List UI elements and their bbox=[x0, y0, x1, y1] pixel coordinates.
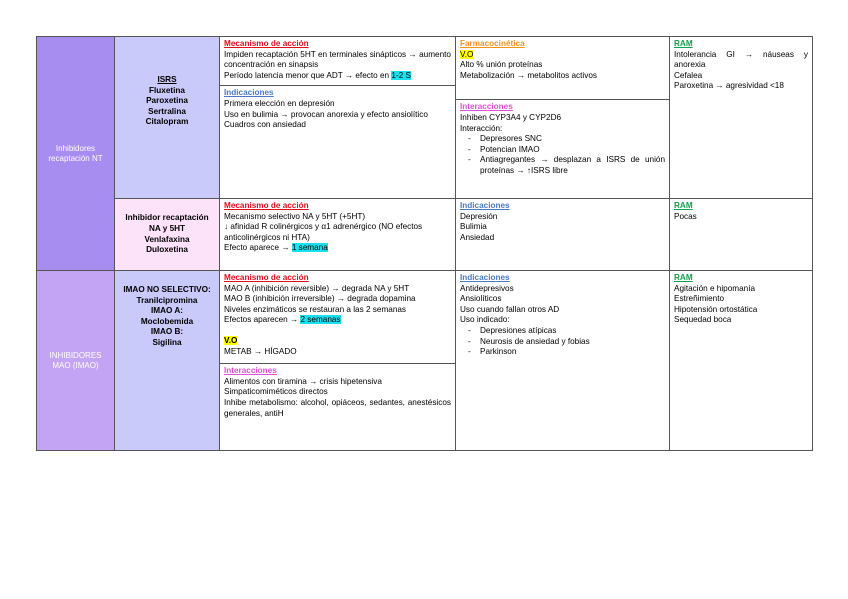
section-heading-ram: RAM bbox=[674, 273, 693, 282]
drug-name: Venlafaxina bbox=[144, 234, 190, 244]
text-line: Cefalea bbox=[674, 70, 703, 80]
list-item: - Neurosis de ansiedad y fobias bbox=[460, 337, 665, 348]
category-label: INHIBIDORES MAO (IMAO) bbox=[49, 350, 102, 370]
section-heading-ram: RAM bbox=[674, 201, 693, 210]
drug-name: Fluxetina bbox=[149, 85, 185, 95]
section-heading-interactions: Interacciones bbox=[224, 366, 277, 376]
pharmacokinetics-cell bbox=[456, 37, 670, 199]
text-line: MAO B (inhibición irreversible) → degrada dopamina bbox=[224, 294, 416, 304]
text-line: Ansiedad bbox=[460, 232, 495, 242]
text-line: Inhiben CYP3A4 y CYP2D6 bbox=[460, 112, 562, 122]
drug-name: Tranilcipromina bbox=[136, 295, 198, 305]
text-line: Sequedad boca bbox=[674, 315, 732, 325]
text-line: Agitación e hipomanía bbox=[674, 283, 756, 293]
highlight: V.O bbox=[460, 49, 474, 59]
text-line: Bulimia bbox=[460, 222, 487, 232]
text-line: Uso cuando fallan otros AD bbox=[460, 304, 560, 314]
text-line bbox=[460, 50, 665, 61]
text-line: Paroxetina → agresividad <18 bbox=[674, 81, 784, 91]
text-line: Mecanismo selectivo NA y 5HT (+5HT) bbox=[224, 211, 366, 221]
text-line: Interacción: bbox=[460, 123, 503, 133]
category-cell-reuptake bbox=[37, 37, 115, 271]
text-line: Ansiolíticos bbox=[460, 294, 502, 304]
list-item: - Parkinson bbox=[460, 347, 665, 358]
indications-cell bbox=[456, 199, 670, 271]
text-line: Pocas bbox=[674, 211, 697, 221]
text-line bbox=[224, 336, 451, 347]
adverse-reactions-cell bbox=[670, 199, 813, 271]
text-line: Antidepresivos bbox=[460, 283, 514, 293]
text-line: Alimentos con tiramina → crisis hipetensiva bbox=[224, 376, 382, 386]
section-heading-pharmacokinetics: Farmacocinética bbox=[460, 39, 525, 48]
text-line: Cuadros con ansiedad bbox=[224, 120, 306, 130]
drug-group-label: ISRS bbox=[157, 75, 177, 84]
drug-group-label: IMAO A: bbox=[151, 306, 183, 316]
text-line: ↓ afinidad R colinérgicos y α1 adrenérgico (NO efectos anticolinérgicos ni HTA) bbox=[224, 222, 423, 242]
drug-name: Sertralina bbox=[148, 106, 186, 116]
text-line: MAO A (inhibición reversible) → degrada NA y 5HT bbox=[224, 283, 410, 293]
text-line: Efectos aparecen → 2 semanas bbox=[224, 315, 341, 325]
drug-name: Sigilina bbox=[152, 337, 182, 347]
text-line: Depresión bbox=[460, 211, 498, 221]
text-line: Efecto aparece → 1 semana bbox=[224, 243, 328, 253]
interactions-subsection bbox=[220, 363, 455, 419]
drug-group-label: Inhibidor recaptación NA y 5HT bbox=[125, 213, 209, 233]
section-heading-mechanism: Mecanismo de acción bbox=[224, 201, 309, 210]
highlight: 2 semanas bbox=[300, 315, 341, 325]
adverse-reactions-cell bbox=[670, 271, 813, 451]
antidepressant-table bbox=[36, 36, 813, 451]
drug-cell-isrs bbox=[115, 37, 220, 199]
adverse-reactions-cell bbox=[670, 37, 813, 199]
mechanism-cell bbox=[220, 271, 456, 451]
text-line: Hipotensión ortostática bbox=[674, 304, 758, 314]
list-item: - Depresores SNC bbox=[460, 134, 665, 145]
section-heading-ram: RAM bbox=[674, 39, 693, 48]
text-line: Metabolización → metabolitos activos bbox=[460, 70, 597, 80]
text-line: Simpaticomiméticos directos bbox=[224, 387, 328, 397]
text-line: Inhibe metabolismo: alcohol, opiáceos, sedantes, anestésicos generales, antiH bbox=[224, 397, 451, 418]
indications-cell bbox=[456, 271, 670, 451]
text-line: Alto % unión proteínas bbox=[460, 60, 543, 70]
section-heading-mechanism: Mecanismo de acción bbox=[224, 39, 309, 48]
section-heading-indications: Indicaciones bbox=[460, 201, 510, 210]
section-heading-interactions: Interacciones bbox=[460, 102, 513, 112]
text-line: Uso en bulimia → provocan anorexia y efecto ansiolítico bbox=[224, 109, 428, 119]
text-line: Período latencia menor que ADT → efecto en 1-2 S bbox=[224, 70, 411, 80]
drug-cell-irsn bbox=[115, 199, 220, 271]
table-row-isrs bbox=[37, 37, 813, 199]
table-row-irsn bbox=[37, 199, 813, 271]
drug-group-label: IMAO B: bbox=[150, 327, 184, 337]
text-line: Primera elección en depresión bbox=[224, 98, 335, 108]
highlight: 1 semana bbox=[291, 243, 328, 253]
text-line: Impiden recaptación 5HT en terminales sinápticos → aumento concentración en sinapsis bbox=[224, 49, 451, 70]
highlight: 1-2 S bbox=[391, 70, 411, 80]
drug-name: Paroxetina bbox=[146, 96, 188, 106]
section-heading-mechanism: Mecanismo de acción bbox=[224, 273, 309, 282]
text-line: Uso indicado: bbox=[460, 315, 510, 325]
text-line: Estreñimiento bbox=[674, 294, 725, 304]
list-item: - Antiagregantes → desplazan a ISRS de unión proteínas → ↑ISRS libre bbox=[460, 155, 665, 176]
category-label: Inhibidores recaptación NT bbox=[48, 143, 103, 163]
interactions-subsection bbox=[456, 99, 669, 176]
drug-cell-imao bbox=[115, 271, 220, 451]
list-item: - Potencian IMAO bbox=[460, 145, 665, 156]
section-heading-indications: Indicaciones bbox=[224, 88, 274, 98]
drug-name: Citalopram bbox=[145, 117, 189, 127]
text-line: Intolerancia GI → náuseas y anorexia bbox=[674, 49, 808, 70]
table-row-imao bbox=[37, 271, 813, 451]
text-line: Niveles enzimáticos se restauran a las 2 semanas bbox=[224, 304, 407, 314]
highlight: V.O bbox=[224, 335, 238, 345]
drug-name: Moclobemida bbox=[140, 316, 194, 326]
drug-name: Duloxetina bbox=[146, 245, 188, 255]
text-line: METAB → HÍGADO bbox=[224, 346, 297, 356]
mechanism-cell bbox=[220, 37, 456, 199]
list-item: - Depresiones atípicas bbox=[460, 326, 665, 337]
section-heading-indications: Indicaciones bbox=[460, 273, 510, 282]
category-cell-imao bbox=[37, 271, 115, 451]
indications-subsection bbox=[220, 85, 455, 130]
mechanism-cell bbox=[220, 199, 456, 271]
drug-group-label: IMAO NO SELECTIVO: bbox=[123, 285, 211, 294]
